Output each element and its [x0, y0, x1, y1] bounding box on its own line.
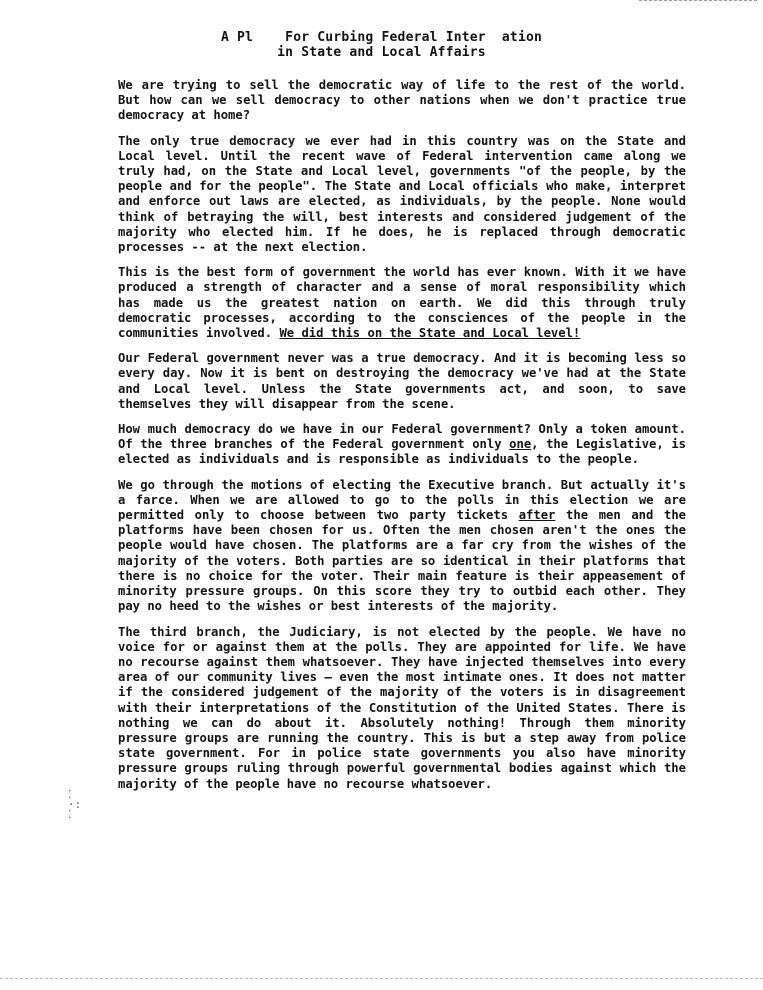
margin-scribble-mark: ⁚ ·: ⁚: [68, 788, 82, 821]
paragraph-4: [118, 351, 686, 412]
paragraph-5-text-before: How much democracy do we have in our Federal government? Only a token amount. Of the three branches of the Federal government only: [118, 422, 686, 452]
paragraph-2-text: The only true democracy we ever had in this country was on the State and Local level. Until the recent wave of Federal intervention came along we truly had, on the State and Local level, governments "of the people, by the people and for the people". The State and Local officials who make, interpret and enforce out laws are elected, as individuals, by the people. None would think of betraying the will, best interests and considered judgement of the majority who elected him. If he does, he is replaced through democratic processes -- at the next election.: [118, 133, 686, 255]
paragraph-2: [118, 134, 686, 256]
paragraph-5-text-after: , the Legislative, is elected as individuals and is responsible as individuals to the people.: [118, 437, 686, 467]
paragraph-5-underlined: one: [509, 437, 532, 452]
paragraph-5: [118, 422, 686, 468]
paragraph-6: [118, 478, 686, 615]
corner-dash-mark: [639, 0, 757, 1]
paragraph-3-underlined: We did this on the State and Local level!: [279, 326, 581, 341]
paragraph-7: [118, 625, 686, 792]
paragraph-6-text-before: We go through the motions of electing the Executive branch. But actually it's a farce. When we are allowed to go to the polls in this election we are permitted only to choose between two party tickets: [118, 477, 686, 523]
paragraph-1-text: We are trying to sell the democratic way of life to the rest of the world. But how can we sell democracy to other nations when we don't practice true democracy at home?: [118, 78, 686, 123]
paragraph-1: [118, 78, 686, 124]
paragraph-4-text: Our Federal government never was a true democracy. And it is becoming less so every day. Now it is bent on destroying the democracy we've had at the State and Local level. Unless the State governments act, and soon, to save themselves they will disappear from the scene.: [118, 351, 686, 411]
title-line-1: A Pl For Curbing Federal Inter ation: [220, 30, 543, 45]
paragraph-6-text-after: the men and the platforms have been chosen for us. Often the men chosen aren't the ones the people would have chosen. The platforms are a far cry from the wishes of the majority of the voters. Both parties are so identical in their platforms that there is no choice for the voter. Their main feature is their appeasement of minority pressure groups. On this score they try to outbid each other. They pay no heed to the wishes or best interests of the majority.: [118, 508, 687, 614]
paragraph-3: [118, 265, 686, 341]
title-line-2: in State and Local Affairs: [277, 45, 486, 60]
bottom-edge-rule: [0, 978, 763, 979]
paragraph-6-underlined: after: [518, 508, 556, 523]
paragraph-3-text: This is the best form of government the world has ever known. With it we have produced a strength of character and a sense of moral responsibility which has made us the greatest nation on earth. We did this through truly democratic processes, according to the consciences of the people in the communities involved.: [118, 265, 686, 341]
document-title: [0, 30, 763, 60]
document-body: [118, 78, 686, 802]
paragraph-7-text: The third branch, the Judiciary, is not elected by the people. We have no voice for or against them at the polls. They are appointed for life. We have no recourse against them whatsoever. They have injected themselves into every area of our community lives — even the most intimate ones. It does not matter if the considered judgement of the majority of the voters is in disagreement with their interpretations of the Constitution of the United States. There is nothing we can do about it. Absolutely nothing! Through them minority pressure groups are running the country. This is but a step away from police state government. For in police state governments you also have minority pressure groups ruling through powerful governmental bodies against which the majority of the people have no recourse whatsoever.: [118, 624, 686, 791]
